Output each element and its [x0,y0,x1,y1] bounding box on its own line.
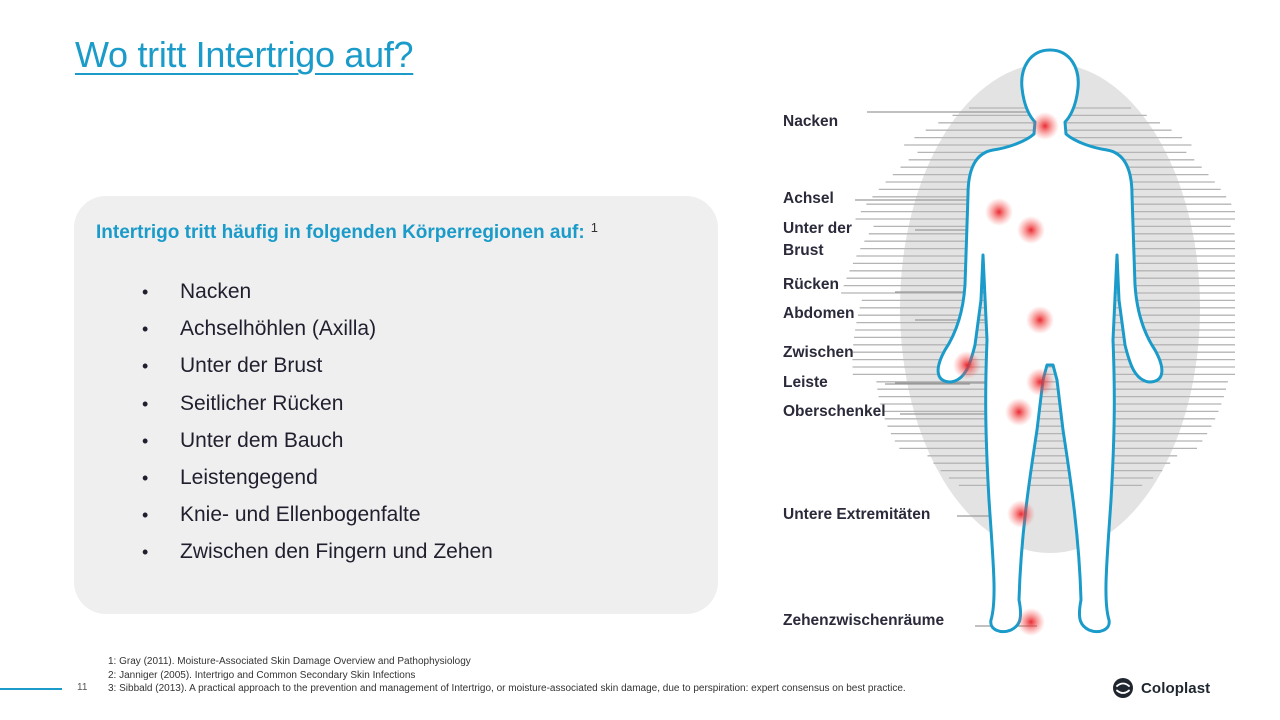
coloplast-logo-icon [1112,677,1134,699]
hotspot-marker [1026,306,1054,334]
coloplast-logo [1112,677,1210,699]
list-item [142,540,493,577]
list-item-text: Nacken [180,280,252,303]
list-item-text: Leistengegend [180,465,318,489]
panel-heading-text: Intertrigo tritt häufig in folgenden Körperregionen auf: [96,222,585,243]
label-ruecken: Rücken [783,276,839,293]
label-unter-der-brust-line2: Brust [783,242,824,259]
bullet-icon: • [142,467,149,488]
bullet-icon: • [142,319,149,340]
page-number: 11 [77,682,88,693]
footnote-2: 2: Janniger (2005). Intertrigo and Common Secondary Skin Infections [108,669,416,681]
list-item-text: Zwischen den Fingern und Zehen [180,540,493,564]
label-nacken: Nacken [783,113,839,130]
list-item-text: Unter der Brust [180,354,323,378]
list-item-text: Achselhöhlen (Axilla) [180,317,377,341]
label-untere-extremitaeten: Untere Extremitäten [783,506,931,523]
list-item [142,429,493,466]
list-item [142,466,493,503]
body-figure-graphic [775,30,1235,650]
regions-list [142,280,493,578]
hotspot-marker [1026,368,1054,396]
bullet-icon: • [142,393,149,414]
brand-name: Coloplast [1141,679,1211,697]
hotspot-marker [953,351,981,379]
label-zehenzwischenraeume: Zehenzwischenräume [783,612,945,629]
label-leiste: Leiste [783,374,828,391]
list-item [142,503,493,540]
footer-accent-line [0,688,62,690]
footnotes [108,655,906,696]
bullet-icon: • [142,542,149,563]
list-item-text: Seitlicher Rücken [180,391,344,415]
panel-heading [96,222,598,244]
label-zwischen: Zwischen [783,344,854,361]
hotspot-marker [1031,112,1059,140]
list-item-text: Knie- und Ellenbogenfalte [180,503,421,527]
body-diagram [775,30,1235,650]
label-unter-der-brust [783,218,852,262]
list-item [142,280,493,317]
list-item [142,392,493,429]
label-unter-der-brust-line1: Unter der [783,220,852,237]
hotspot-marker [1017,216,1045,244]
label-achsel: Achsel [783,190,834,207]
label-oberschenkel: Oberschenkel [783,403,886,420]
bullet-icon: • [142,282,149,302]
hotspot-marker [1007,500,1035,528]
footnote-3: 3: Sibbald (2013). A practical approach to the prevention and management of Intertrigo, or moisture-associated skin damage, due to perspiration: expert consensus on best practice. [108,683,906,694]
slide-title: Wo tritt Intertrigo auf? [75,34,414,75]
bullet-icon: • [142,430,149,451]
list-item [142,354,493,391]
regions-panel [74,196,718,614]
hotspot-marker [1005,398,1033,426]
hotspot-marker [985,198,1013,226]
list-item-text: Unter dem Bauch [180,428,344,452]
list-item [142,317,493,354]
label-abdomen: Abdomen [783,305,855,322]
footnote-1: 1: Gray (2011). Moisture-Associated Skin Damage Overview and Pathophysiology [108,656,471,667]
hotspot-marker [1017,608,1045,636]
bullet-icon: • [142,505,149,526]
bullet-icon: • [142,356,149,377]
panel-heading-ref: 1 [590,220,598,235]
